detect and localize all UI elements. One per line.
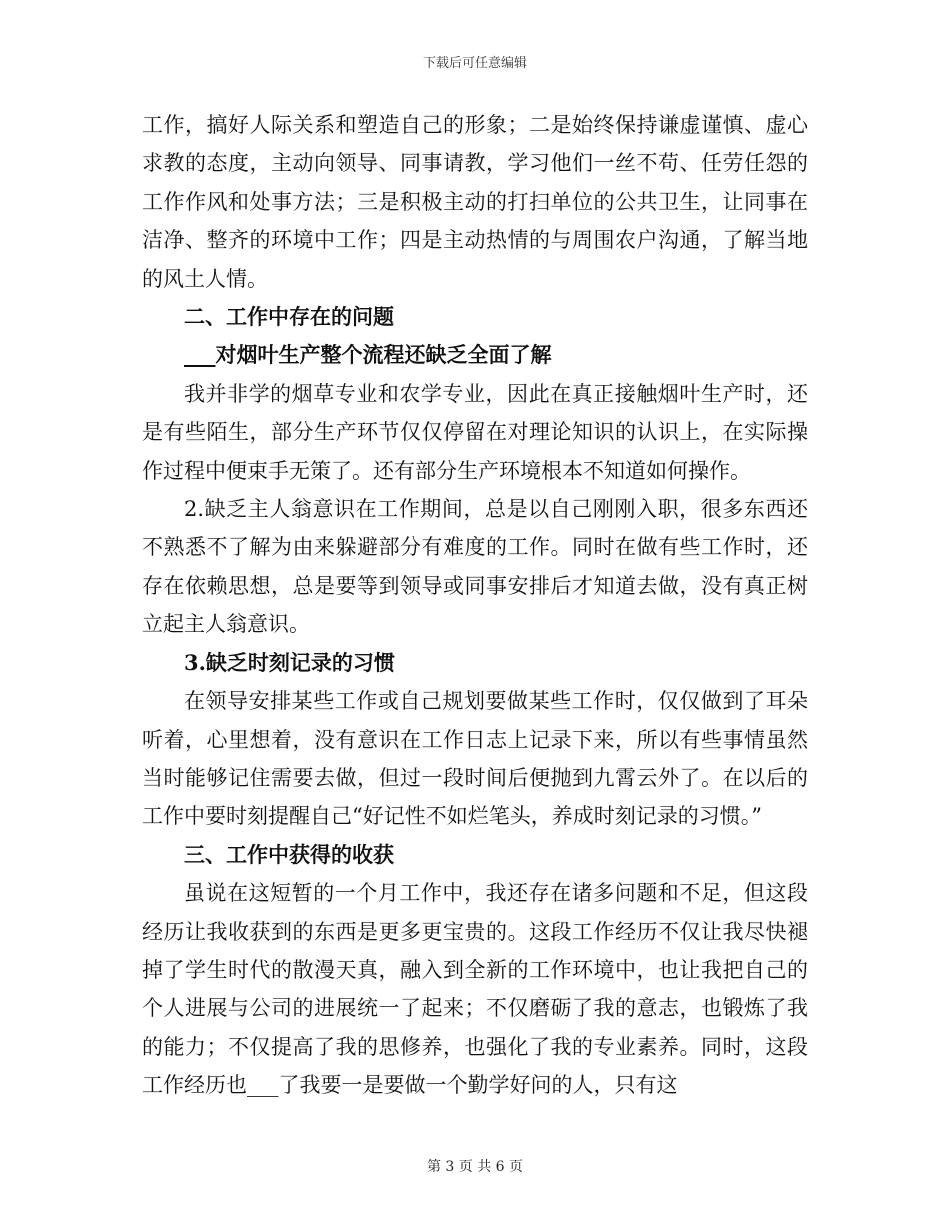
page-footer: 第 3 页 共 6 页: [426, 1159, 524, 1175]
paragraph-work-attitude: 工作，搞好人际关系和塑造自己的形象；二是始终保持谦虚谨慎、虚心求教的态度，主动向领导、同事请教，学习他们一丝不苟、任劳任怨的工作作风和处事方法；三是积极主动的打扫单位的公共卫生，让同事在洁净、整齐的环境中工作；四是主动热情的与周围农户沟通，了解当地的风土人情。: [142, 113, 808, 291]
section-heading-problems: 二、工作中存在的问题: [184, 304, 394, 330]
document-body: [142, 106, 808, 1105]
subheading-process-understanding: ___对烟叶生产整个流程还缺乏全面了解: [184, 342, 552, 368]
paragraph-recording-habit: 在领导安排某些工作或自己规划要做某些工作时，仅仅做到了耳朵听着，心里想着，没有意识在工作日志上记录下来，所以有些事情虽然当时能够记住需要去做，但过一段时间后便抛到九霄云外了。在以后的工作中要时刻提醒自己“好记性不如烂笔头，养成时刻记录的习惯。”: [142, 689, 808, 829]
subheading-recording-habit: 3.缺乏时刻记录的习惯: [184, 649, 395, 675]
paragraph-ownership: 2.缺乏主人翁意识在工作期间，总是以自己刚刚入职，很多东西还不熟悉不了解为由来躲避部分有难度的工作。同时在做有些工作时，还存在依赖思想，总是要等到领导或同事安排后才知道去做，没有真正树立起主人翁意识。: [142, 497, 808, 637]
paragraph-process-understanding: 我并非学的烟草专业和农学专业，因此在真正接触烟叶生产时，还是有些陌生，部分生产环节仅仅停留在对理论知识的认识上，在实际操作过程中便束手无策了。还有部分生产环境根本不知道如何操作。: [142, 381, 808, 483]
paragraph-gains: 虽说在这短暂的一个月工作中，我还存在诸多问题和不足，但这段经历让我收获到的东西是更多更宝贵的。这段工作经历不仅让我尽快褪掉了学生时代的散漫天真，融入到全新的工作环境中，也让我把自己的个人进展与公司的进展统一了起来；不仅磨砺了我的意志，也锻炼了我的能力；不仅提高了我的思修养，也强化了我的专业素养。同时，这段工作经历也___了我要一是要做一个勤学好问的人，只有这: [142, 881, 808, 1098]
section-heading-gains: 三、工作中获得的收获: [184, 841, 394, 867]
page-header: 下载后可任意编辑: [422, 56, 527, 71]
